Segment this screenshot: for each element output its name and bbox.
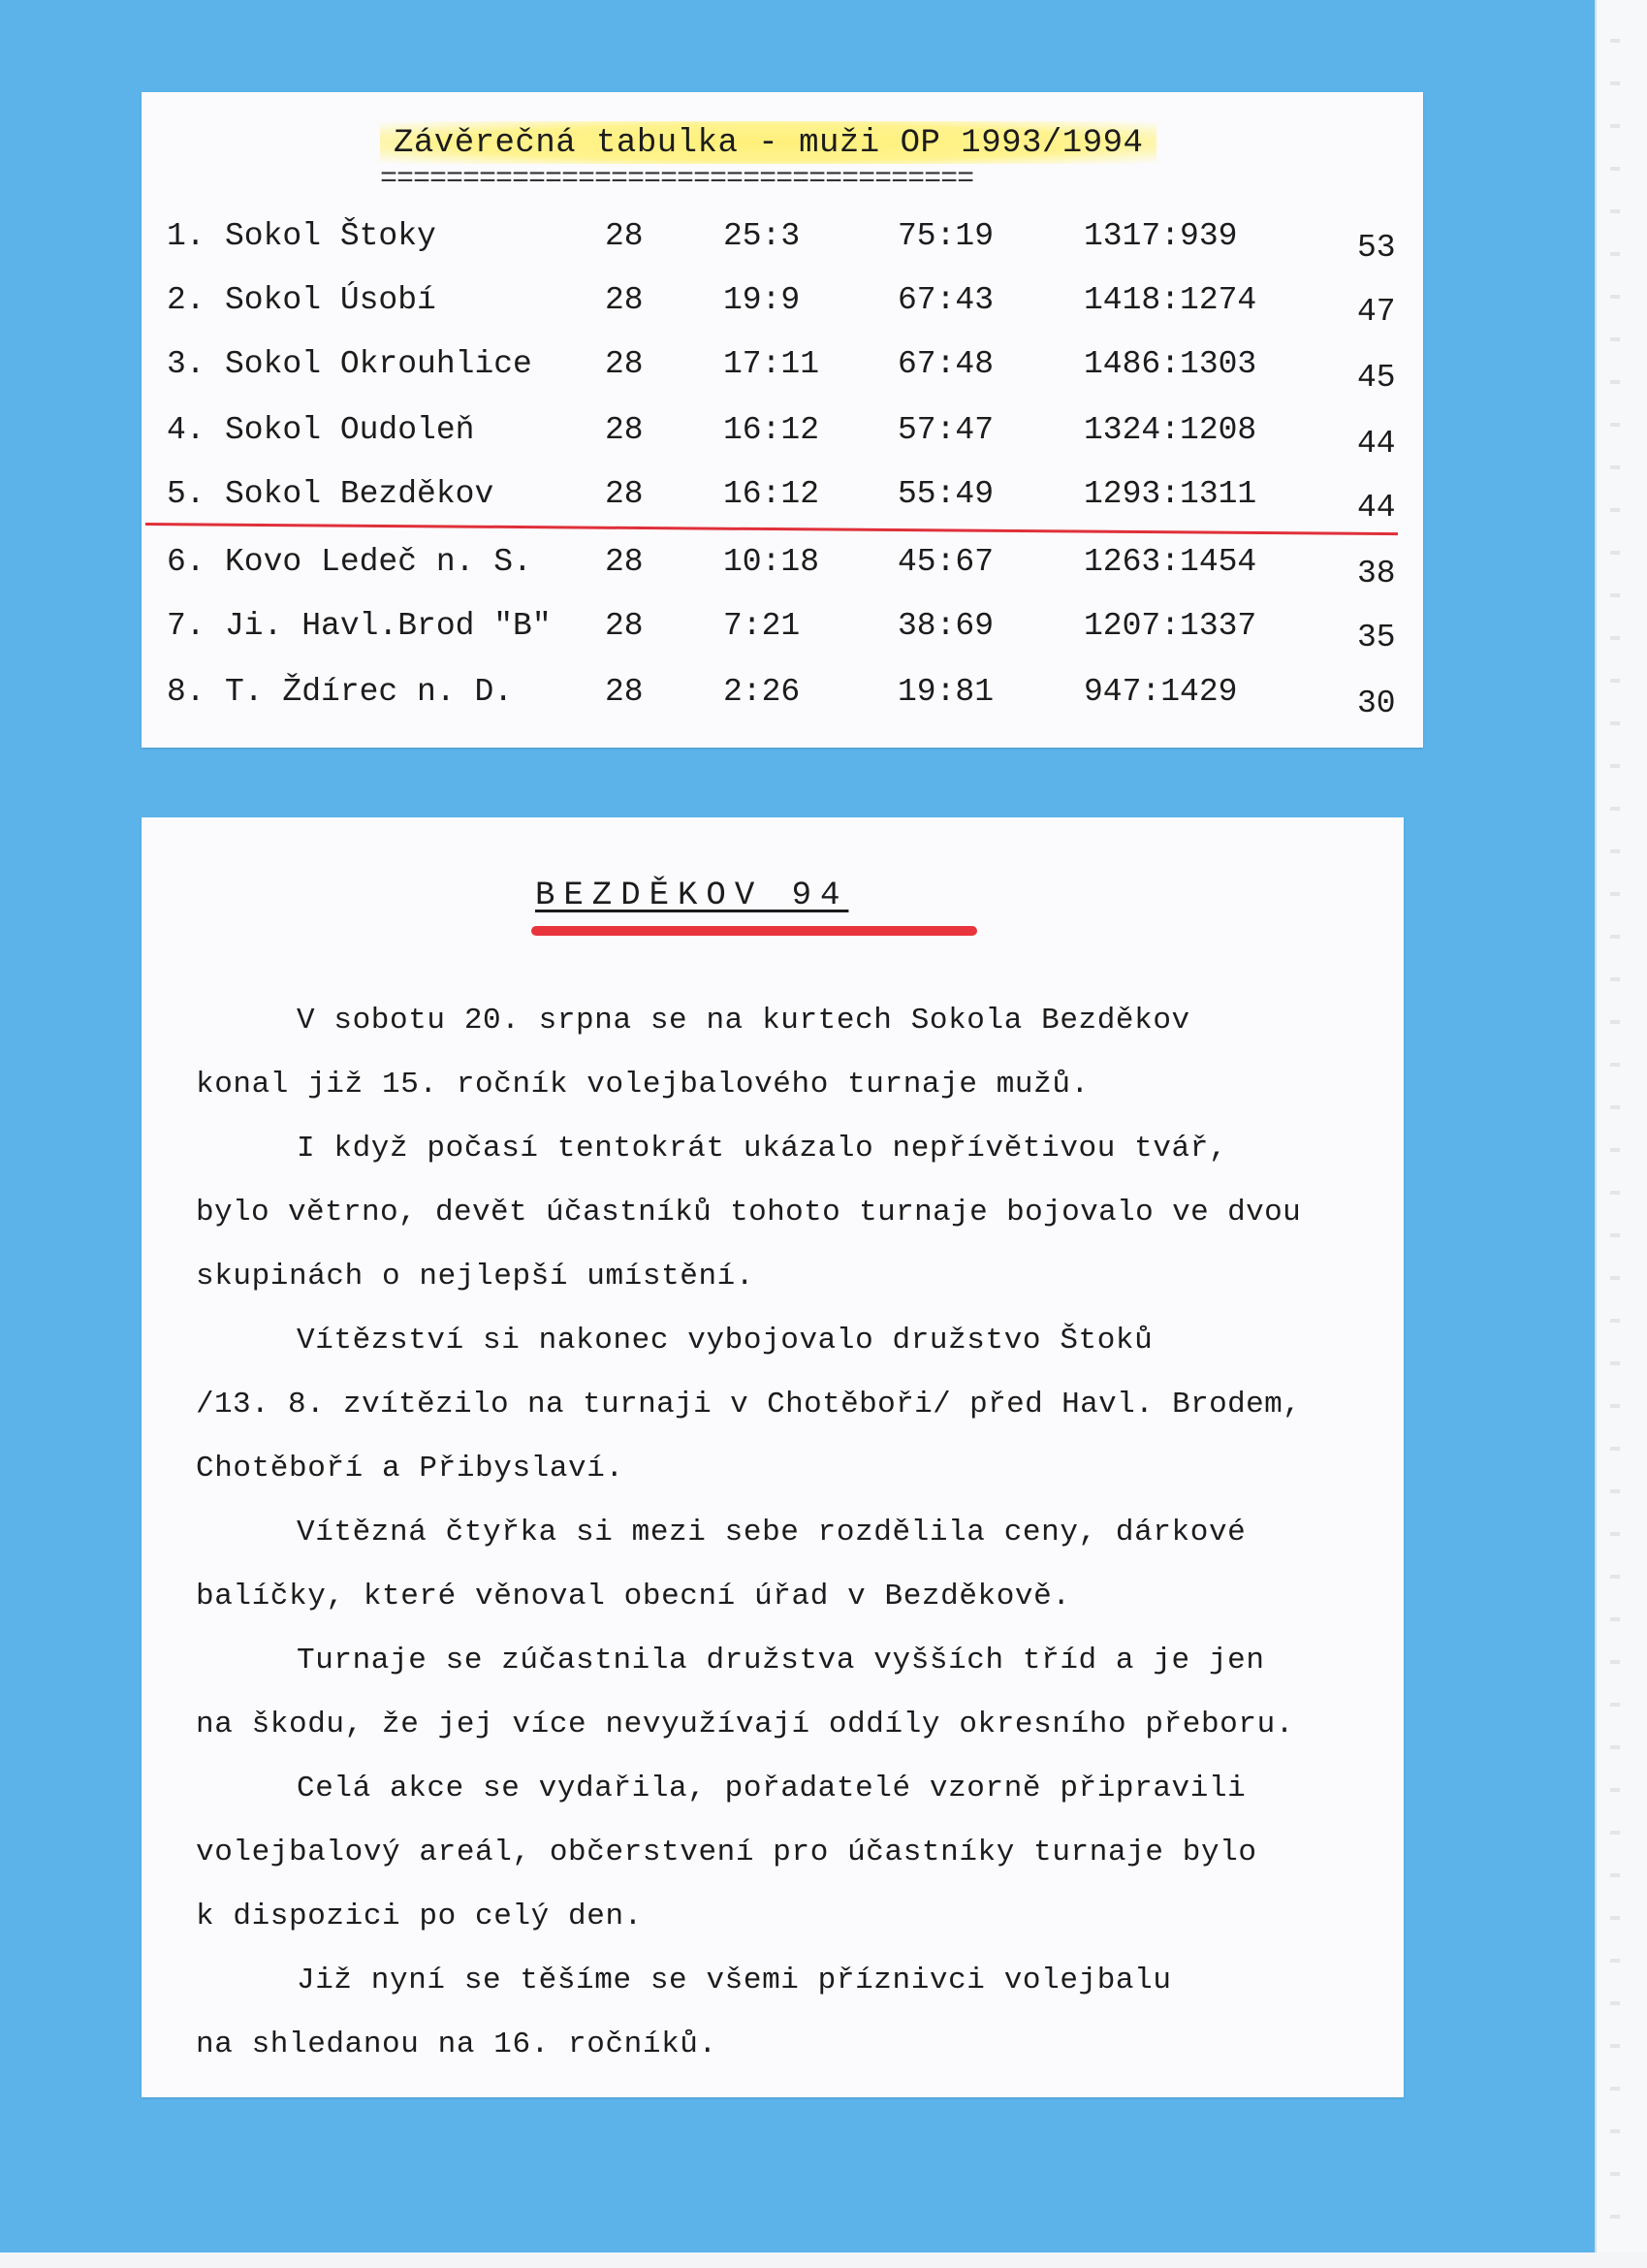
- games-played: 28: [605, 282, 644, 318]
- table-row: [142, 412, 1423, 470]
- set-record: 57:47: [898, 412, 995, 448]
- article-line: skupinách o nejlepší umístění.: [196, 1260, 755, 1294]
- match-record: 25:3: [723, 218, 801, 254]
- article-clipping: [142, 817, 1404, 2097]
- total-score: 47: [1357, 294, 1396, 330]
- team-name: T. Ždírec n. D.: [225, 674, 514, 710]
- article-line: Turnaje se zúčastnila družstva vyšších tříd a je jen: [297, 1644, 1265, 1677]
- rank: 8.: [167, 674, 206, 710]
- total-score: 45: [1357, 360, 1396, 396]
- match-record: 16:12: [723, 476, 820, 512]
- point-record: 947:1429: [1084, 674, 1238, 710]
- article-line: Již nyní se těšíme se všemi příznivci volejbalu: [297, 1964, 1172, 1997]
- team-name: Ji. Havl.Brod "B": [225, 608, 552, 644]
- article-line: /13. 8. zvítězilo na turnaji v Chotěboři/ před Havl. Brodem,: [196, 1388, 1302, 1421]
- team-name: Sokol Oudoleň: [225, 412, 475, 448]
- set-record: 38:69: [898, 608, 995, 644]
- article-line: Vítězství si nakonec vybojovalo družstvo Štoků: [297, 1324, 1154, 1358]
- rank: 1.: [167, 218, 206, 254]
- point-record: 1263:1454: [1084, 544, 1257, 580]
- total-score: 53: [1357, 230, 1396, 266]
- games-played: 28: [605, 218, 644, 254]
- article-line: Vítězná čtyřka si mezi sebe rozdělila ceny, dárkové: [297, 1516, 1247, 1549]
- standings-clipping: [142, 92, 1423, 748]
- title-red-underline: [531, 926, 977, 936]
- games-played: 28: [605, 476, 644, 512]
- games-played: 28: [605, 412, 644, 448]
- match-record: 2:26: [723, 674, 801, 710]
- total-score: 44: [1357, 490, 1396, 526]
- set-record: 67:43: [898, 282, 995, 318]
- standings-title: Závěrečná tabulka - muži OP 1993/1994: [380, 121, 1156, 164]
- set-record: 67:48: [898, 346, 995, 382]
- rank: 4.: [167, 412, 206, 448]
- point-record: 1418:1274: [1084, 282, 1257, 318]
- article-line: na shledanou na 16. ročníků.: [196, 2028, 717, 2061]
- rank: 5.: [167, 476, 206, 512]
- article-line: I když počasí tentokrát ukázalo nepřívětivou tvář,: [297, 1132, 1228, 1166]
- article-line: na škodu, že jej více nevyužívají oddíly okresního přeboru.: [196, 1708, 1294, 1741]
- rank: 2.: [167, 282, 206, 318]
- set-record: 55:49: [898, 476, 995, 512]
- article-line: V sobotu 20. srpna se na kurtech Sokola Bezděkov: [297, 1004, 1190, 1038]
- title-double-underline: ====================================: [380, 170, 974, 189]
- total-score: 30: [1357, 686, 1396, 721]
- total-score: 38: [1357, 556, 1396, 591]
- table-row: [142, 608, 1423, 666]
- games-played: 28: [605, 346, 644, 382]
- match-record: 17:11: [723, 346, 820, 382]
- rank: 3.: [167, 346, 206, 382]
- page-binder-edge: [1595, 0, 1647, 2268]
- article-line: bylo větrno, devět účastníků tohoto turnaje bojovalo ve dvou: [196, 1196, 1302, 1230]
- set-record: 19:81: [898, 674, 995, 710]
- match-record: 16:12: [723, 412, 820, 448]
- article-line: balíčky, které věnoval obecní úřad v Bezděkově.: [196, 1580, 1071, 1613]
- match-record: 19:9: [723, 282, 801, 318]
- games-played: 28: [605, 608, 644, 644]
- table-row: [142, 544, 1423, 602]
- match-record: 7:21: [723, 608, 801, 644]
- rank: 6.: [167, 544, 206, 580]
- article-line: Chotěboří a Přibyslaví.: [196, 1452, 624, 1485]
- point-record: 1317:939: [1084, 218, 1238, 254]
- table-row: [142, 282, 1423, 340]
- point-record: 1207:1337: [1084, 608, 1257, 644]
- table-row: [142, 218, 1423, 276]
- article-line: Celá akce se vydařila, pořadatelé vzorně připravili: [297, 1772, 1247, 1805]
- article-line: volejbalový areál, občerstvení pro účastníky turnaje bylo: [196, 1836, 1257, 1869]
- team-name: Kovo Ledeč n. S.: [225, 544, 532, 580]
- article-line: konal již 15. ročník volejbalového turnaje mužů.: [196, 1068, 1090, 1102]
- total-score: 35: [1357, 620, 1396, 655]
- games-played: 28: [605, 674, 644, 710]
- team-name: Sokol Okrouhlice: [225, 346, 532, 382]
- team-name: Sokol Bezděkov: [225, 476, 494, 512]
- set-record: 45:67: [898, 544, 995, 580]
- rank: 7.: [167, 608, 206, 644]
- total-score: 44: [1357, 426, 1396, 462]
- article-title: BEZDĚKOV 94: [535, 878, 849, 914]
- team-name: Sokol Štoky: [225, 218, 436, 254]
- set-record: 75:19: [898, 218, 995, 254]
- point-record: 1293:1311: [1084, 476, 1257, 512]
- point-record: 1486:1303: [1084, 346, 1257, 382]
- match-record: 10:18: [723, 544, 820, 580]
- table-row: [142, 346, 1423, 404]
- bottom-paper-strip: [0, 2252, 1647, 2268]
- point-record: 1324:1208: [1084, 412, 1257, 448]
- games-played: 28: [605, 544, 644, 580]
- article-line: k dispozici po celý den.: [196, 1900, 643, 1933]
- team-name: Sokol Úsobí: [225, 282, 436, 318]
- table-row: [142, 674, 1423, 732]
